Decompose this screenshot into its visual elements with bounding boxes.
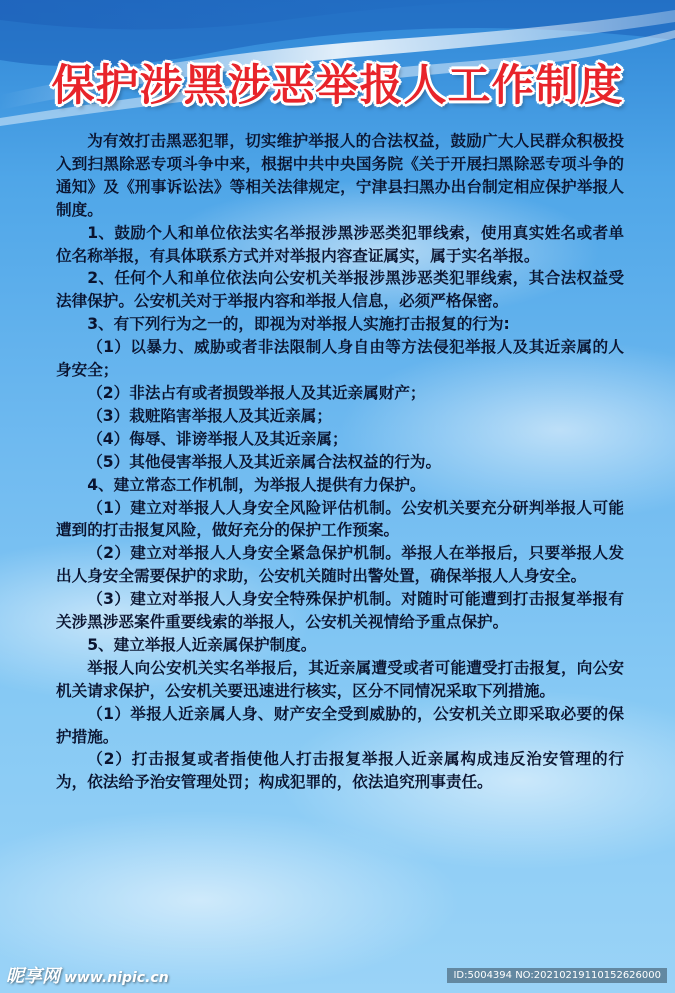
clause-4: 4、建立常态工作机制，为举报人提供有力保护。	[87, 475, 426, 494]
clause-1: 1、鼓励个人和单位依法实名举报涉黑涉恶类犯罪线索，使用真实姓名或者单位名称举报，有具体联系方式并对举报内容查证属实，属于实名举报。	[56, 223, 624, 265]
clause-2: 2、任何个人和单位依法向公安机关举报涉黑涉恶类犯罪线索，其合法权益受法律保护。公安机关对于举报内容和举报人信息，必须严格保密。	[56, 269, 624, 311]
watermark-logo	[6, 962, 169, 988]
watermark-id: ID:5004394 NO:20210219110152626000	[447, 968, 667, 983]
clause-3-item-4: （4）侮辱、诽谤举报人及其近亲属；	[87, 429, 348, 448]
clause-5: 5、建立举报人近亲属保护制度。	[87, 635, 317, 654]
clause-3-item-3: （3）栽赃陷害举报人及其近亲属；	[87, 406, 332, 425]
watermark-url: www.nipic.cn	[64, 970, 169, 986]
clause-3-item-5: （5）其他侵害举报人及其近亲属合法权益的行为。	[87, 452, 442, 471]
clause-4-item-2: （2）建立对举报人人身安全紧急保护机制。举报人在举报后，只要举报人发出人身安全需要保护的求助，公安机关随时出警处置，确保举报人人身安全。	[56, 544, 624, 586]
watermark-logo-text: 昵享网	[6, 966, 60, 987]
regulation-text	[56, 130, 624, 794]
intro-paragraph: 为有效打击黑恶犯罪，切实维护举报人的合法权益，鼓励广大人民群众积极投入到扫黑除恶专项斗争中来，根据中共中央国务院《关于开展扫黑除恶专项斗争的通知》及《刑事诉讼法》等相关法律规定，宁津县扫黑办出台制定相应保护举报人制度。	[56, 132, 624, 219]
clause-5-item-2: （2）打击报复或者指使他人打击报复举报人近亲属构成违反治安管理的行为，依法给予治安管理处罚；构成犯罪的，依法追究刑事责任。	[56, 750, 624, 792]
clause-4-item-3: （3）建立对举报人人身安全特殊保护机制。对随时可能遭到打击报复举报有关涉黑涉恶案件重要线索的举报人，公安机关视情给予重点保护。	[56, 590, 624, 632]
clause-4-item-1: （1）建立对举报人人身安全风险评估机制。公安机关要充分研判举报人可能遭到的打击报复风险，做好充分的保护工作预案。	[56, 498, 624, 540]
clause-3-item-1: （1）以暴力、威胁或者非法限制人身自由等方法侵犯举报人及其近亲属的人身安全；	[56, 338, 624, 380]
clause-3: 3、有下列行为之一的，即视为对举报人实施打击报复的行为:	[87, 315, 510, 334]
clause-3-item-2: （2）非法占有或者损毁举报人及其近亲属财产；	[87, 383, 426, 402]
clause-5-item-1: （1）举报人近亲属人身、财产安全受到威胁的，公安机关立即采取必要的保护措施。	[56, 704, 624, 746]
poster-title: 保护涉黑涉恶举报人工作制度	[51, 61, 624, 111]
clause-5-intro: 举报人向公安机关实名举报后，其近亲属遭受或者可能遭受打击报复，向公安机关请求保护，公安机关要迅速进行核实，区分不同情况采取下列措施。	[56, 658, 624, 700]
